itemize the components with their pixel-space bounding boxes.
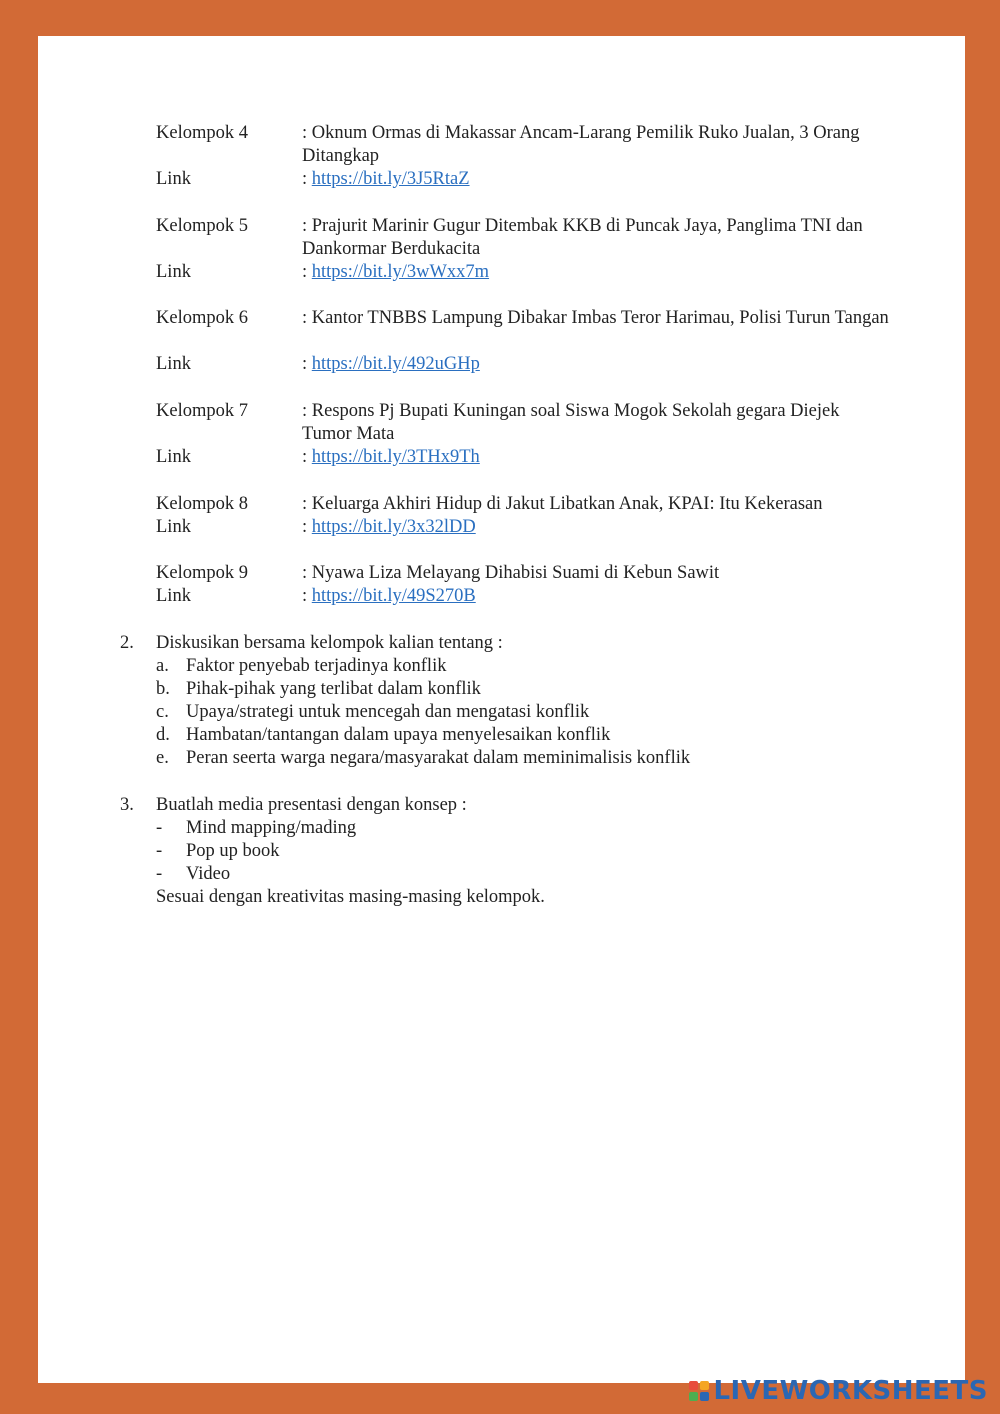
- group-entry: [38, 122, 965, 191]
- group-link[interactable]: https://bit.ly/492uGHp: [311, 354, 480, 374]
- group-label: Kelompok 9: [156, 563, 248, 583]
- link-prefix: :: [302, 169, 312, 189]
- group-title: : Prajurit Marinir Gugur Ditembak KKB di Puncak Jaya, Panglima TNI dan Dankormar Berdukacita: [302, 216, 863, 259]
- group-entry: [38, 307, 965, 376]
- liveworksheets-logo: [689, 1376, 988, 1406]
- liveworksheets-mark-icon: [689, 1381, 709, 1401]
- group-title: : Oknum Ormas di Makassar Ancam-Larang Pemilik Ruko Jualan, 3 Orang Ditangkap: [302, 123, 860, 166]
- link-prefix: :: [302, 354, 312, 374]
- list-item: Upaya/strategi untuk mencegah dan mengatasi konflik: [186, 702, 590, 722]
- list-marker: e.: [156, 748, 169, 768]
- list-marker: -: [156, 864, 163, 884]
- group-entry: [38, 493, 965, 539]
- group-label: Kelompok 7: [156, 401, 248, 421]
- link-label: Link: [156, 447, 191, 467]
- group-label: Kelompok 8: [156, 494, 248, 514]
- worksheet-page: [38, 36, 965, 1383]
- group-entry: [38, 215, 965, 284]
- link-label: Link: [156, 586, 191, 606]
- link-label: Link: [156, 262, 191, 282]
- group-entry: [38, 400, 965, 469]
- list-marker: -: [156, 841, 163, 861]
- group-link[interactable]: https://bit.ly/3J5RtaZ: [311, 169, 470, 189]
- group-link[interactable]: https://bit.ly/3wWxx7m: [311, 262, 490, 282]
- link-label: Link: [156, 517, 191, 537]
- group-link[interactable]: https://bit.ly/3x32lDD: [311, 517, 476, 537]
- list-item: Faktor penyebab terjadinya konflik: [186, 656, 447, 676]
- list-marker: c.: [156, 702, 169, 722]
- list-marker: -: [156, 818, 163, 838]
- group-title: : Keluarga Akhiri Hidup di Jakut Libatkan Anak, KPAI: Itu Kekerasan: [302, 494, 823, 514]
- link-label: Link: [156, 354, 191, 374]
- brand-text: LIVEWORKSHEETS: [713, 1376, 988, 1406]
- group-title: : Nyawa Liza Melayang Dihabisi Suami di Kebun Sawit: [302, 563, 720, 583]
- list-item: Video: [186, 864, 231, 884]
- item-number: 2.: [120, 633, 134, 653]
- list-item: Pop up book: [186, 841, 280, 861]
- item-intro: Diskusikan bersama kelompok kalian tentang :: [156, 633, 503, 653]
- list-marker: a.: [156, 656, 169, 676]
- group-label: Kelompok 5: [156, 216, 248, 236]
- list-item: Pihak-pihak yang terlibat dalam konflik: [186, 679, 481, 699]
- list-marker: d.: [156, 725, 170, 745]
- link-prefix: :: [302, 517, 312, 537]
- list-item: Hambatan/tantangan dalam upaya menyelesaikan konflik: [186, 725, 611, 745]
- link-prefix: :: [302, 586, 312, 606]
- item-intro: Buatlah media presentasi dengan konsep :: [156, 795, 467, 815]
- list-item: Peran seerta warga negara/masyarakat dalam meminimalisis konflik: [186, 748, 691, 768]
- group-link[interactable]: https://bit.ly/49S270B: [311, 586, 476, 606]
- list-marker: b.: [156, 679, 170, 699]
- discussion-section: [38, 632, 965, 770]
- link-prefix: :: [302, 447, 312, 467]
- presentation-section: [38, 794, 965, 909]
- link-prefix: :: [302, 262, 312, 282]
- group-label: Kelompok 4: [156, 123, 248, 143]
- group-link[interactable]: https://bit.ly/3THx9Th: [311, 447, 480, 467]
- list-item: Mind mapping/mading: [186, 818, 357, 838]
- group-title: : Respons Pj Bupati Kuningan soal Siswa Mogok Sekolah gegara Diejek Tumor Mata: [302, 401, 840, 444]
- item-number: 3.: [120, 795, 134, 815]
- link-label: Link: [156, 169, 191, 189]
- group-entry: [38, 562, 965, 608]
- closing-text: Sesuai dengan kreativitas masing-masing kelompok.: [156, 887, 545, 907]
- group-title: : Kantor TNBBS Lampung Dibakar Imbas Teror Harimau, Polisi Turun Tangan: [302, 308, 889, 328]
- group-label: Kelompok 6: [156, 308, 248, 328]
